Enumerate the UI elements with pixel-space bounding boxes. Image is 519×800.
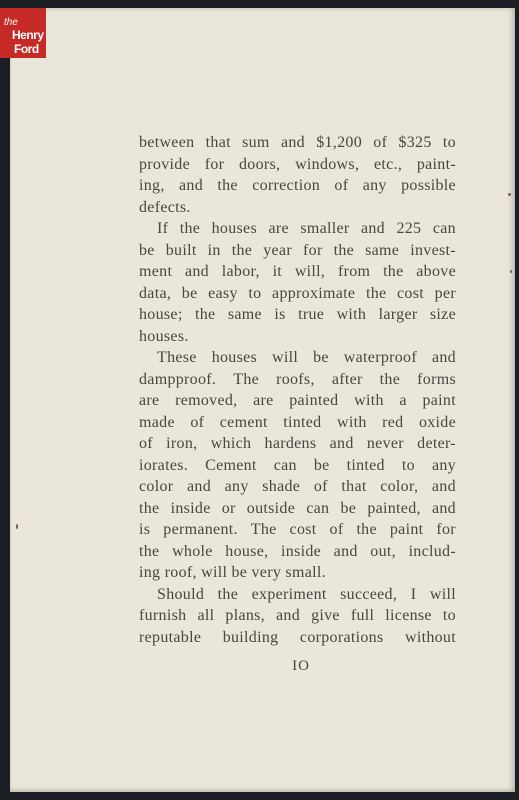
text-line: is permanent. The cost of the paint for (139, 521, 456, 538)
page-number: IO (292, 658, 310, 674)
paper-speck (510, 270, 512, 273)
paper-speck (508, 193, 511, 196)
body-text (139, 132, 456, 648)
text-line: data, be easy to approximate the cost per (139, 284, 456, 302)
text-line: of iron, which hardens and never deter- (139, 435, 456, 452)
text-line: ing, and the correction of any possible (139, 177, 456, 194)
text-line: iorates. Cement can be tinted to any (139, 456, 456, 474)
text-line: These houses will be waterproof and (157, 349, 456, 366)
text-line: provide for doors, windows, etc., paint- (139, 155, 456, 173)
text-line: the inside or outside can be painted, and (139, 499, 456, 517)
text-line: between that sum and $1,200 of $325 to (139, 134, 456, 151)
logo-word-ford: Ford (14, 42, 39, 56)
text-line: house; the same is true with larger size (139, 306, 456, 323)
text-line: ing roof, will be very small. (139, 564, 326, 581)
text-line: If the houses are smaller and 225 can (157, 220, 456, 237)
logo-word-the: the (4, 17, 18, 28)
text-line: color and any shade of that color, and (139, 478, 456, 495)
text-line: the whole house, inside and out, includ- (139, 542, 456, 560)
henry-ford-logo (0, 8, 46, 58)
text-line: be built in the year for the same invest- (139, 241, 456, 259)
text-line: furnish all plans, and give full license to (139, 607, 456, 624)
text-line: ment and labor, it will, from the above (139, 263, 456, 280)
logo-word-henry: Henry (12, 28, 44, 42)
text-line: Should the experiment succeed, I will (157, 585, 456, 603)
text-line: made of cement tinted with red oxide (139, 413, 456, 431)
paper-speck (16, 524, 18, 529)
book-page (10, 8, 515, 792)
text-line: defects. (139, 198, 191, 216)
text-line: are removed, are painted with a paint (139, 392, 456, 409)
text-line: dampproof. The roofs, after the forms (139, 370, 456, 388)
text-line: houses. (139, 327, 189, 345)
text-line: reputable building corporations without (139, 628, 456, 646)
